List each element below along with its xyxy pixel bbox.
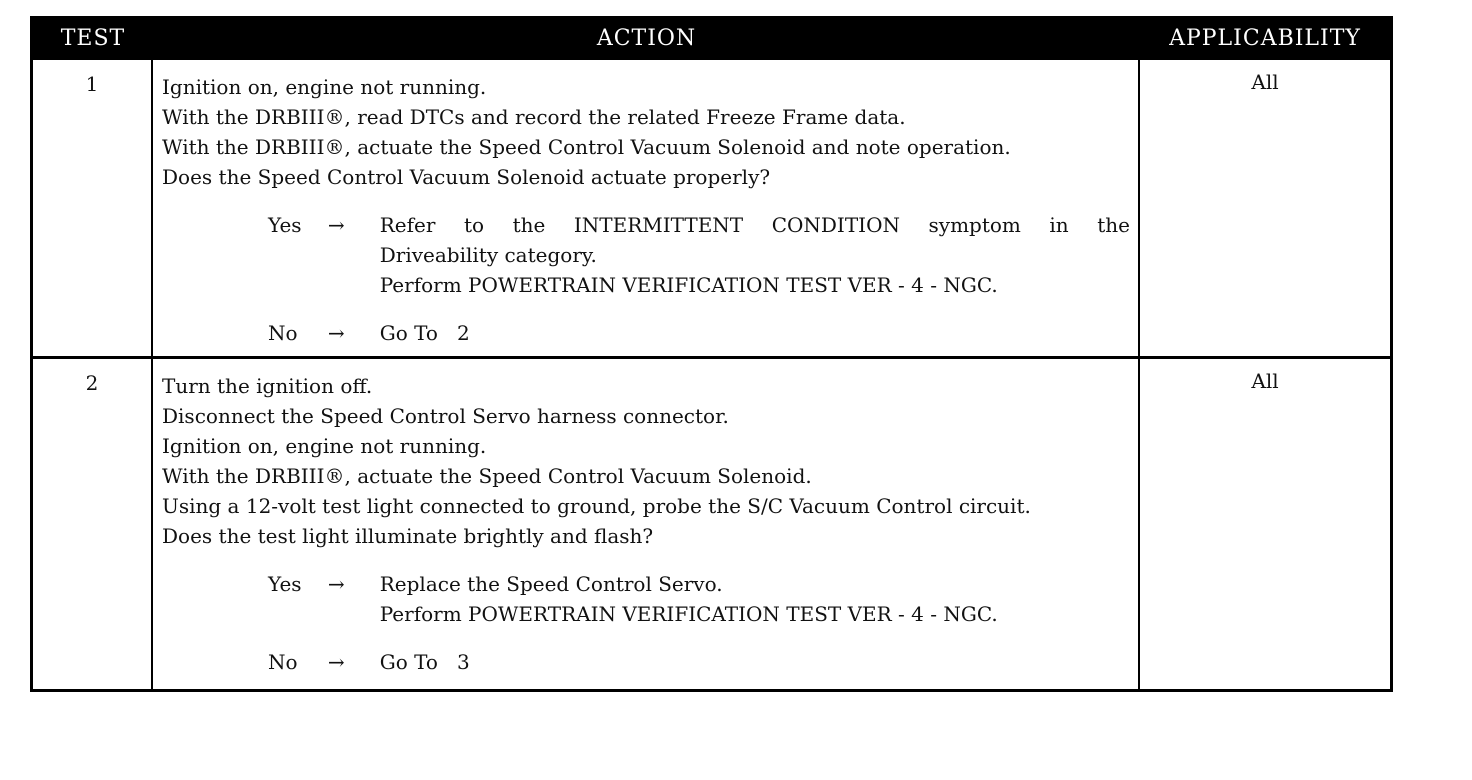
action-step: With the DRBIII®, actuate the Speed Control Vacuum Solenoid.	[162, 464, 812, 488]
header-applicability: APPLICABILITY	[1169, 25, 1361, 51]
action-step: Does the Speed Control Vacuum Solenoid actuate properly?	[162, 165, 771, 189]
table-row	[33, 57, 1390, 356]
header-action: ACTION	[596, 25, 697, 51]
action-step: Disconnect the Speed Control Servo harness connector.	[162, 404, 729, 428]
arrow-icon: →	[327, 213, 345, 237]
no-text: Go To 2	[379, 321, 470, 345]
arrow-icon: →	[327, 321, 345, 345]
arrow-icon: →	[327, 572, 345, 596]
yes-result	[268, 210, 1130, 300]
action-cell	[153, 60, 1140, 356]
yes-label: Yes	[268, 213, 302, 237]
yes-line: Refer to the INTERMITTENT CONDITION symptom in the	[379, 213, 1130, 237]
header-test: TEST	[60, 25, 126, 51]
action-step: With the DRBIII®, actuate the Speed Control Vacuum Solenoid and note operation.	[162, 135, 1011, 159]
yes-text	[380, 569, 1130, 629]
no-label: No	[268, 321, 298, 345]
no-result	[268, 647, 1130, 677]
action-step: With the DRBIII®, read DTCs and record the related Freeze Frame data.	[162, 105, 906, 129]
yes-line: Replace the Speed Control Servo.	[379, 572, 723, 596]
diagnostic-table	[30, 16, 1393, 692]
yes-line: Driveability category.	[379, 243, 597, 267]
applicability-cell: All	[1251, 369, 1279, 393]
action-step: Does the test light illuminate brightly and flash?	[162, 524, 654, 548]
arrow-icon: →	[327, 650, 345, 674]
yes-line: Perform POWERTRAIN VERIFICATION TEST VER - 4 - NGC.	[379, 273, 998, 297]
test-number: 1	[33, 60, 153, 356]
no-label: No	[268, 650, 298, 674]
yes-line: Perform POWERTRAIN VERIFICATION TEST VER - 4 - NGC.	[379, 602, 998, 626]
table-header	[33, 19, 1390, 57]
test-number: 2	[33, 359, 153, 689]
no-result	[268, 318, 1130, 348]
no-text: Go To 3	[379, 650, 470, 674]
yes-text	[380, 210, 1130, 300]
action-step: Ignition on, engine not running.	[162, 434, 487, 458]
applicability-cell: All	[1251, 70, 1279, 94]
action-step: Ignition on, engine not running.	[162, 75, 487, 99]
yes-label: Yes	[268, 572, 302, 596]
table-row	[33, 356, 1390, 689]
action-step: Using a 12-volt test light connected to ground, probe the S/C Vacuum Control circuit.	[162, 494, 1031, 518]
action-step: Turn the ignition off.	[162, 374, 373, 398]
action-cell	[153, 359, 1140, 689]
yes-result	[268, 569, 1130, 629]
